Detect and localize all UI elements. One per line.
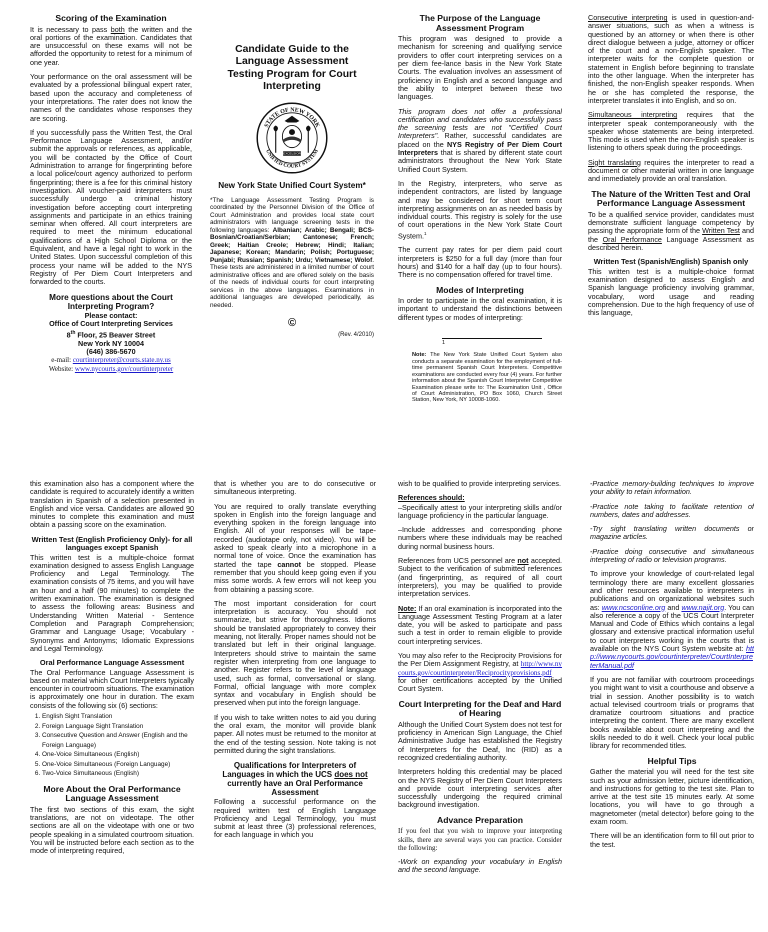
spanish-continued-paragraph: this examination also has a component where the candidate is required to accurately identify a written translation in Spanish of a selection presented in English and vice versa. Candidates are allowed 90 minutes to complete this examination and must obtain a passing score on the examination.: [30, 480, 194, 530]
cover-column: [210, 14, 374, 460]
scoring-column: [30, 14, 192, 460]
contact-office: Office of Court Interpreting Services: [49, 319, 173, 329]
heading-questions: More questions about the Court Interpreting Program?: [49, 292, 173, 311]
simultaneous-paragraph: Simultaneous interpreting requires that the interpreter speak contemporaneously with the speaker whose statements are being interpreted. This mode is used when the non-English speaker is listening to others speak during the proceedings.: [588, 110, 754, 153]
heading-purpose: The Purpose of the Language Assessment Program: [419, 14, 541, 33]
contact-city: New York NY 10004: [78, 338, 144, 348]
deaf-paragraph-2: Interpreters holding this credential may be placed on the NYS Registry of Per Diem Court Interpreters and provide court interpreting services after successfully undergoing the required criminal background investigation.: [398, 767, 562, 810]
heading-tips: Helpful Tips: [647, 755, 697, 766]
written-other-paragraph: This written test is a multiple-choice format examination designed to assess English Language Proficiency and Legal Terminology. The examination consists of 75 items, and you will have an hour and a half (90 minutes) to complete the written examination. The examination is designed to assess the following areas: Business and Understanding Written Material - Sentence Completion and Paragraph Comprehension; Grammar and Language Usage; Vocabulary - Synonyms and Antonyms; Idiomatic Expressions and Legal Terminology.: [30, 552, 194, 653]
heading-scoring: Scoring of the Examination: [55, 14, 167, 23]
heading-advance: Advance Preparation: [437, 814, 523, 825]
oral-details-column: [214, 480, 376, 932]
tip-memory: -Practice memory-building techniques to improve your ability to retain information.: [590, 480, 754, 497]
guide-title: Candidate Guide to the Language Assessment Testing Program for Court Interpreting: [227, 44, 357, 92]
reciprocity-link[interactable]: http://www.nycourts.gov/courtinterpreter/Reciprocityprovisions.pdf: [398, 660, 562, 677]
list-item: 2. Foreign Language Sight Translation: [42, 722, 194, 732]
heading-references: References should:: [398, 493, 465, 503]
tip-radio: -Practice doing consecutive and simultaneous interpreting of radio or television programs.: [590, 546, 754, 565]
copyright-symbol: ©: [287, 317, 297, 330]
tips-column: [590, 480, 754, 932]
wish-continued-paragraph: wish to be qualified to provide interpreting services.: [398, 480, 562, 488]
ncsconline-link[interactable]: www.ncsconline.org: [601, 602, 666, 612]
heading-written-other: Written Test (English Proficiency Only)- for all languages except Spanish: [31, 534, 193, 553]
manual-link[interactable]: http://www.nycourts.gov/courtinterpreter/CourtInterpreterManual.pdf: [590, 644, 754, 670]
tips-paragraph: Gather the material you will need for the test site such as your admission letter, picture identification, and instructions for getting to the test site. Plan to arrive at the test site 15 minutes early. At some locations, you will have to go through a magnetometer (metal detector) before going to the exam room.: [590, 767, 754, 826]
references-item-2: –Include addresses and corresponding phone numbers where these individuals may be reached during normal business hours.: [398, 525, 562, 551]
heading-modes: Modes of Interpreting: [436, 284, 524, 295]
references-paragraph-3: References from UCS personnel are not accepted. Subject to the verification of submitted references (and fingerprinting, as required of all court interpreters), you may be qualified to provide interpretation services.: [398, 556, 562, 599]
revision-date: (Rev. 4/2010): [338, 332, 374, 339]
system-name: New York State Unified Court System*: [218, 181, 366, 191]
state-seal: [210, 101, 374, 175]
deaf-paragraph-1: Although the Unified Court System does not test for proficiency in American Sign Language, the Chief Administrative Judge has established the Registry of Interpreters for the Deaf, Inc (RID) as a recognized credentialing authority.: [398, 719, 562, 762]
oral-paragraph: The Oral Performance Language Assessment is based on material which Court Interpreters typically encounter in courtroom situations. The examination is approximately one hour in duration. The exam consists of the following six (6) sections:: [30, 667, 194, 710]
advance-tip-vocabulary: -Work on expanding your vocabulary in English and the second language.: [398, 857, 562, 875]
list-item: 4. One-Voice Simultaneous (English): [42, 750, 194, 760]
seal-motto: EXCELSIOR: [283, 151, 301, 156]
heading-written-spanish: Written Test (Spanish/English) Spanish only: [593, 257, 749, 267]
consecutive-paragraph: Consecutive interpreting is used in question-and-answer situations, such as when a witness is questioned by an attorney or when there is other direct dialogue between a judge, attorney or officer of the court and a non-English speaker. The interpreter waits for the complete question or statement in English before beginning to translate into the other language. When the interpreter has finished, the non-English speaker responds. When he or she has completed the response, the interpreter translates it into English, and so on.: [588, 14, 754, 105]
heading-qualifications: Qualifications for Interpreters of Languages in which the UCS does not currently have an Oral Performance Assessment: [222, 761, 368, 798]
new-york-seal-icon: [255, 101, 329, 175]
modes-paragraph: In order to participate in the oral examination, it is important to understand the distinctions between different types or modes of interpreting:: [398, 296, 562, 322]
modes-column: [588, 14, 754, 460]
heading-more-oral: More About the Oral Performance Language Assessment: [43, 783, 181, 804]
contact-email-line: e-mail: courtinterpreter@courts.state.ny.us: [51, 356, 171, 365]
panel-bottom-left: [0, 466, 384, 932]
scoring-paragraph-1: It is necessary to pass both the written and the oral portions of the examination. Candidates that are unsuccessful on these exams will not be afforded the opportunity to retest for a minimum of one year.: [30, 24, 192, 67]
footnote-mark: 1: [442, 340, 446, 347]
advance-paragraph: If you feel that you wish to improve your interpreting skills, there are several ways you can practice. Consider the following:: [398, 827, 562, 852]
seal-bottom-text: UNIFIED COURT SYSTEM: [264, 148, 320, 170]
scoring-paragraph-2: Your performance on the oral assessment will be evaluated by a professional bilingual expert rater, based upon the accuracy and completeness of your interpretations. The rater does not know the names of the candidates whose responses they are scoring.: [30, 72, 192, 123]
tip-sight: -Try sight translating written documents or magazine articles.: [590, 524, 754, 542]
references-column: [398, 480, 562, 932]
notes-paragraph: If you wish to take written notes to aid you during the oral exam, the monitor will provide blank paper. All notes must be returned to the monitor at the end of the testing session. Note taking is not permitted during the sight translations.: [214, 712, 376, 755]
list-item: 5. One-Voice Simultaneous (Foreign Language): [42, 760, 194, 770]
list-item: 3. Consecutive Question and Answer (English and the Foreign Language): [42, 731, 194, 750]
accuracy-paragraph: The most important consideration for court interpretation is accuracy. You should not summarize, but strive for thoroughness. Idioms should be translated appropriately to convey their meaning, not literally. Proper names should not be translated but left in their original language. Interpreters should strive to maintain the same register when interpreting from one language to another. Register refers to the level of language used, such as formal, conversational or slang. Formal, official language with more complex syntax and vocabulary in English should be preserved when put into the foreign language.: [214, 598, 376, 708]
purpose-paragraph-2: This program does not offer a professional certification and candidates who successfully pass the screening tests are not "Certified Court Interpreters". Rather, successful candidates are placed on the NYS Registry of Per Diem Court Interpreters that is shared by different state court administrators throughout the New York State Unified Court System.: [398, 106, 562, 174]
list-item: 1. English Sight Translation: [42, 712, 194, 722]
purpose-column: [398, 14, 562, 460]
contact-website-line: Website: www.nycourts.gov/courtinterpreter: [48, 364, 174, 373]
references-item-1: –Specifically attest to your interpreting skills and/or language proficiency in the particular language.: [398, 502, 562, 520]
sight-paragraph: Sight translating requires the interpreter to read a document or other material written in one language and immediately provide an oral translation.: [588, 157, 754, 184]
najit-link[interactable]: www.najit.org: [681, 602, 725, 612]
contact-phone: (646) 386-5670: [86, 346, 136, 356]
mode-continued-paragraph: that is whether you are to do consecutive or simultaneous interpreting.: [214, 480, 376, 497]
resources-paragraph: To improve your knowledge of court-related legal terminology there are many excellent glossaries and other resources available to interpreters in publications and on organizational websites such as: www.ncsconline.org and www.najit.org. You can also reference a copy of the UCS Court Interpreter Manual and Code of Ethics which contains a legal glossary and extensive practical information useful to court interpreters working in the courts that is available on the NYS Court System website at: http://www.nycourts.gov/courtinterpreter/CourtInterpreterManual.pdf: [590, 569, 754, 670]
scoring-paragraph-3: If you successfully pass the Written Test, the Oral Performance Language Assessment, and/or submit the approvals or references, as applicable, you will be contacted by the Office of Court Administration to arrange for fingerprinting before a local police/court agency authorized to perform fingerprinting; there is a fee for this criminal history investigation. All voucher-paid interpreters must successfully undergo a criminal history investigation before accepting court interpreting assignments and participate in an ethics training seminar when offered. All court interpreters are required to meet the minimum educational qualifications of a High School Diploma or the Equivalent, and have a legal right to work in the United States. Upon successful completion of this process your name will be added to the NYS Registry of Per Diem Court Interpreters and forwarded to the courts.: [30, 127, 192, 287]
contact-address: 8th Floor, 25 Beaver Street: [66, 329, 156, 340]
footnote-divider: [442, 338, 542, 339]
email-link[interactable]: courtinterpreter@courts.state.ny.us: [72, 356, 171, 365]
panel-bottom-right: [384, 466, 768, 932]
panel-top-left: [0, 0, 384, 466]
oral-sections-list: [30, 712, 194, 779]
contact-block: [30, 312, 192, 356]
written-test-column: [30, 480, 194, 932]
heading-oral: Oral Performance Language Assessment: [39, 658, 185, 668]
reciprocity-paragraph: You may also refer to the Reciprocity Provisions for the Per Diem Assignment Registry, at http://www.nycourts.gov/courtinterpreter/Reciprocityprovisions.pdf for other certifications accepted by the Unified Court System.: [398, 651, 562, 694]
nature-paragraph: To be a qualified service provider, candidates must demonstrate sufficient language competency by passing the appropriate form of the Written Test and the Oral Performance Language Assessment as described herein.: [588, 209, 754, 253]
more-oral-paragraph: The first two sections of this exam, the sight translations, are not on videotape. The other sections are all on the videotape with one or two people speaking in a simulated courtroom situation. You will be instructed before each section as to the mode of interpreting required,: [30, 804, 194, 856]
identification-paragraph: There will be an identification form to fill out prior to the test.: [590, 831, 754, 849]
list-item: 6. Two-Voice Simultaneous (English): [42, 769, 194, 779]
website-link[interactable]: www.nycourts.gov/courtinterpreter: [74, 364, 174, 373]
purpose-paragraph-1: This program was designed to provide a mechanism for screening and qualifying service providers to offer court interpreting services on a per diem fee-lance basis in the New York State Courts. The evaluation involves an assessment of proficiency in English and a second language and the ability to interpret between these two languages.: [398, 34, 562, 102]
panel-top-right: [384, 0, 768, 466]
purpose-paragraph-3: In the Registry, interpreters, who serve as independent contractors, are listed by language and may be considered for short term court interpreting assignments on an as needed basis by individual courts. This registry is solely for the use of court operations in the New York State Court System.$^1$: [398, 178, 562, 241]
contact-label: Please contact:: [84, 310, 138, 320]
tip-notes: -Practice note taking to facilitate retention of numbers, dates and addresses.: [590, 501, 754, 519]
tape-paragraph: You are required to orally translate everything spoken in English into the foreign language and everything spoken in the foreign language into English. All of your responses will be tape-recorded (audiotape only, not video). You will be asked to speak clearly into a microphone in a normal tone of voice. Once the examination has started the tape cannot be stopped. Please remember that you should keep going even if you miss some words. A few errors will not keep you from obtaining a passing score.: [214, 501, 376, 594]
footnote-note: Note: The New York State Unified Court System also conducts a separate examination for the employment of full-time permanent Spanish Court Interpreters. Competitive examinations are conducted every four (4) years. For further information about the Spanish Court Interpreter Competitive Examination please write to: The Examination Unit , Office of Court Administration, PO Box 1060, Church Street Station, New York, NY 10008-1060.: [412, 352, 562, 404]
purpose-paragraph-4: The current pay rates for per diem paid court interpreters is $250 for a full day (more than four hours) and $140 for a half day (up to four hours). There is no compensation offered for travel time.: [398, 245, 562, 280]
oral-later-note: Note: If an oral examination is incorporated into the Language Assessment Testing Program at a later date, you will be asked to participate and pass such a test in order to remain eligible to provide court interpreting services.: [398, 603, 562, 646]
written-spanish-paragraph: This written test is a multiple-choice format examination designed to assess English and Spanish language proficiency involving grammar, vocabulary, word usage and reading comprehension. Due to the high frequency of use of this language,: [588, 266, 754, 318]
observe-paragraph: If you are not familiar with courtroom proceedings you might want to visit a courthouse and observe a trial in session. Another possibility is to watch actual televised courtroom trials or programs that dramatize courtroom situations and practice interpreting the content. There are many excellent books available about court interpreting and the skills needed to do it well. Check your local public library for recommended titles.: [590, 674, 754, 751]
heading-nature: The Nature of the Written Test and Oral Performance Language Assessment: [591, 188, 751, 209]
program-footnote: *The Language Assessment Testing Program is coordinated by the Personnel Division of the Office of Court Administration and provides local state court administrators with language screening tests in the following languages: Albanian; Arabic; Bengali; BCS-Bosnian/Croatian/Serbian; Cantonese; French; Greek; Haitian Creole; Hebrew; Hindi; Italian; Japanese; Korean; Mandarin; Polish; Portuguese; Punjabi; Russian; Spanish; Urdu; Vietnamese; Wolof. These tests are administered in a limited number of court administrative offices and are offered solely on the basis of the needs of individual courts for court interpreting services in the above languages. Examinations in additional languages are developed periodically, as needed.: [210, 196, 374, 309]
qualifications-paragraph: Following a successful performance on the required written test of English Language Proficiency and Legal Terminology, you must submit at least three (3) professional references, for each language in which you: [214, 797, 376, 840]
heading-deaf: Court Interpreting for the Deaf and Hard of Hearing: [398, 698, 562, 719]
seal-top-text: STATE OF NEW YORK: [263, 107, 321, 129]
